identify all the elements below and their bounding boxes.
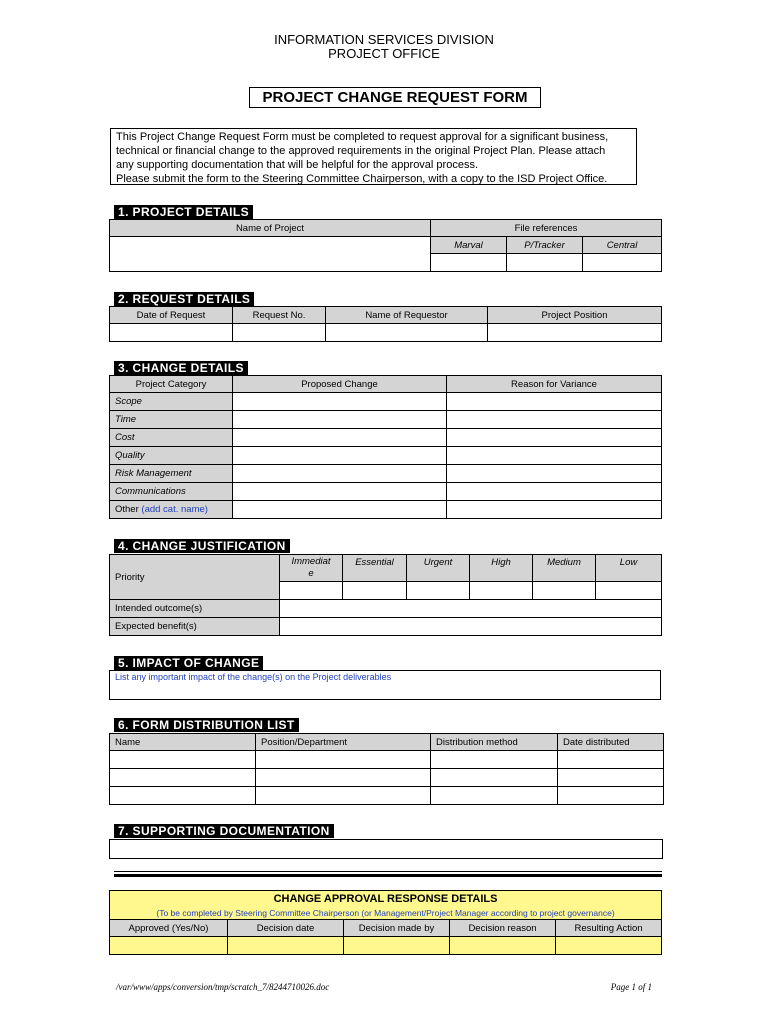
project-name-field[interactable] [110, 237, 431, 272]
priority-immediate-line1: Immediat [291, 556, 331, 567]
category-quality: Quality [110, 447, 233, 465]
proposed-change-header: Proposed Change [233, 376, 447, 393]
distribution-list-table [109, 733, 664, 805]
ptracker-header: P/Tracker [507, 237, 583, 254]
date-of-request-field[interactable] [110, 324, 233, 342]
reason-field[interactable] [447, 429, 662, 447]
request-no-header: Request No. [233, 307, 326, 324]
priority-medium-header: Medium [533, 555, 596, 582]
requestor-name-header: Name of Requestor [326, 307, 488, 324]
dist-method-field[interactable] [431, 769, 558, 787]
supporting-documentation-field[interactable] [110, 840, 663, 859]
expected-benefits-field[interactable] [280, 618, 662, 636]
category-communications: Communications [110, 483, 233, 501]
dist-date-header: Date distributed [558, 734, 664, 751]
dist-date-field[interactable] [558, 787, 664, 805]
project-position-header: Project Position [488, 307, 662, 324]
footer-page-number: Page 1 of 1 [610, 982, 652, 992]
dist-method-field[interactable] [431, 751, 558, 769]
resulting-action-field[interactable] [556, 937, 662, 955]
category-risk-management: Risk Management [110, 465, 233, 483]
section-title-request-details: 2. REQUEST DETAILS [114, 292, 254, 306]
dist-position-field[interactable] [256, 769, 431, 787]
name-of-project-header: Name of Project [110, 220, 431, 237]
priority-essential-header: Essential [343, 555, 407, 582]
priority-low-field[interactable] [596, 582, 662, 600]
central-field[interactable] [583, 254, 662, 272]
decision-date-field[interactable] [228, 937, 344, 955]
reason-for-variance-header: Reason for Variance [447, 376, 662, 393]
section-title-form-distribution-list: 6. FORM DISTRIBUTION LIST [114, 718, 299, 732]
dist-name-field[interactable] [110, 787, 256, 805]
dist-name-field[interactable] [110, 751, 256, 769]
divider-line [114, 871, 662, 872]
intro-line: any supporting documentation that will be helpful for the approval process. [116, 159, 478, 171]
file-references-header: File references [431, 220, 662, 237]
category-other [110, 501, 233, 519]
intro-line: Please submit the form to the Steering Committee Chairperson, with a copy to the ISD Project Office. [116, 173, 608, 185]
proposed-change-field[interactable] [233, 465, 447, 483]
category-time: Time [110, 411, 233, 429]
section-title-change-justification: 4. CHANGE JUSTIFICATION [114, 539, 290, 553]
decision-made-by-header: Decision made by [344, 920, 450, 937]
decision-reason-header: Decision reason [450, 920, 556, 937]
priority-low-header: Low [596, 555, 662, 582]
dist-name-field[interactable] [110, 769, 256, 787]
priority-immediate-field[interactable] [280, 582, 343, 600]
supporting-documentation-table [109, 839, 663, 859]
resulting-action-header: Resulting Action [556, 920, 662, 937]
dist-date-field[interactable] [558, 769, 664, 787]
reason-field[interactable] [447, 483, 662, 501]
section-title-impact-of-change: 5. IMPACT OF CHANGE [114, 656, 263, 670]
intended-outcomes-field[interactable] [280, 600, 662, 618]
proposed-change-field[interactable] [233, 501, 447, 519]
reason-field[interactable] [447, 411, 662, 429]
office-name: PROJECT OFFICE [328, 46, 440, 61]
request-no-field[interactable] [233, 324, 326, 342]
date-of-request-header: Date of Request [110, 307, 233, 324]
marval-header: Marval [431, 237, 507, 254]
org-name: INFORMATION SERVICES DIVISION [274, 32, 494, 47]
priority-high-field[interactable] [470, 582, 533, 600]
category-other-note: (add cat. name) [141, 504, 208, 515]
priority-high-header: High [470, 555, 533, 582]
footer-file-path: /var/www/apps/conversion/tmp/scratch_7/8244710026.doc [116, 982, 330, 992]
proposed-change-field[interactable] [233, 429, 447, 447]
decision-date-header: Decision date [228, 920, 344, 937]
project-position-field[interactable] [488, 324, 662, 342]
section-title-project-details: 1. PROJECT DETAILS [114, 205, 253, 219]
requestor-name-field[interactable] [326, 324, 488, 342]
marval-field[interactable] [431, 254, 507, 272]
reason-field[interactable] [447, 393, 662, 411]
priority-urgent-header: Urgent [407, 555, 470, 582]
project-category-header: Project Category [110, 376, 233, 393]
divider-line-thick [114, 874, 662, 877]
intended-outcomes-label: Intended outcome(s) [110, 600, 280, 618]
dist-method-header: Distribution method [431, 734, 558, 751]
decision-made-by-field[interactable] [344, 937, 450, 955]
dist-name-header: Name [110, 734, 256, 751]
approval-response-table [109, 890, 662, 955]
form-title: PROJECT CHANGE REQUEST FORM [249, 87, 541, 108]
project-details-table [109, 219, 662, 272]
approved-field[interactable] [110, 937, 228, 955]
reason-field[interactable] [447, 501, 662, 519]
proposed-change-field[interactable] [233, 447, 447, 465]
approval-title: CHANGE APPROVAL RESPONSE DETAILS [110, 891, 662, 907]
approved-header: Approved (Yes/No) [110, 920, 228, 937]
proposed-change-field[interactable] [233, 411, 447, 429]
intro-box [110, 128, 637, 185]
intro-line: This Project Change Request Form must be completed to request approval for a significant business, [116, 131, 609, 143]
dist-position-header: Position/Department [256, 734, 431, 751]
decision-reason-field[interactable] [450, 937, 556, 955]
proposed-change-field[interactable] [233, 483, 447, 501]
dist-date-field[interactable] [558, 751, 664, 769]
dist-position-field[interactable] [256, 787, 431, 805]
proposed-change-field[interactable] [233, 393, 447, 411]
change-details-table [109, 375, 662, 519]
priority-medium-field[interactable] [533, 582, 596, 600]
request-details-table [109, 306, 662, 342]
impact-hint: List any important impact of the change(s) on the Project deliverables [115, 672, 392, 682]
category-scope: Scope [110, 393, 233, 411]
central-header: Central [583, 237, 662, 254]
section-title-supporting-documentation: 7. SUPPORTING DOCUMENTATION [114, 824, 334, 838]
priority-label: Priority [110, 555, 280, 600]
impact-of-change-table [109, 670, 661, 700]
impact-of-change-field[interactable] [110, 671, 661, 700]
priority-immediate-header [280, 555, 343, 582]
category-other-label: Other [115, 504, 139, 515]
intro-line: technical or financial change to the approved requirements in the original Project Plan. Please attach [116, 145, 606, 157]
ptracker-field[interactable] [507, 254, 583, 272]
expected-benefits-label: Expected benefit(s) [110, 618, 280, 636]
reason-field[interactable] [447, 465, 662, 483]
section-title-change-details: 3. CHANGE DETAILS [114, 361, 248, 375]
change-justification-table [109, 554, 662, 636]
approval-subtitle: (To be completed by Steering Committee Chairperson (or Management/Project Manager according to project governance) [110, 907, 662, 920]
category-cost: Cost [110, 429, 233, 447]
priority-urgent-field[interactable] [407, 582, 470, 600]
reason-field[interactable] [447, 447, 662, 465]
priority-essential-field[interactable] [343, 582, 407, 600]
priority-immediate-line2: e [308, 568, 314, 579]
dist-method-field[interactable] [431, 787, 558, 805]
dist-position-field[interactable] [256, 751, 431, 769]
